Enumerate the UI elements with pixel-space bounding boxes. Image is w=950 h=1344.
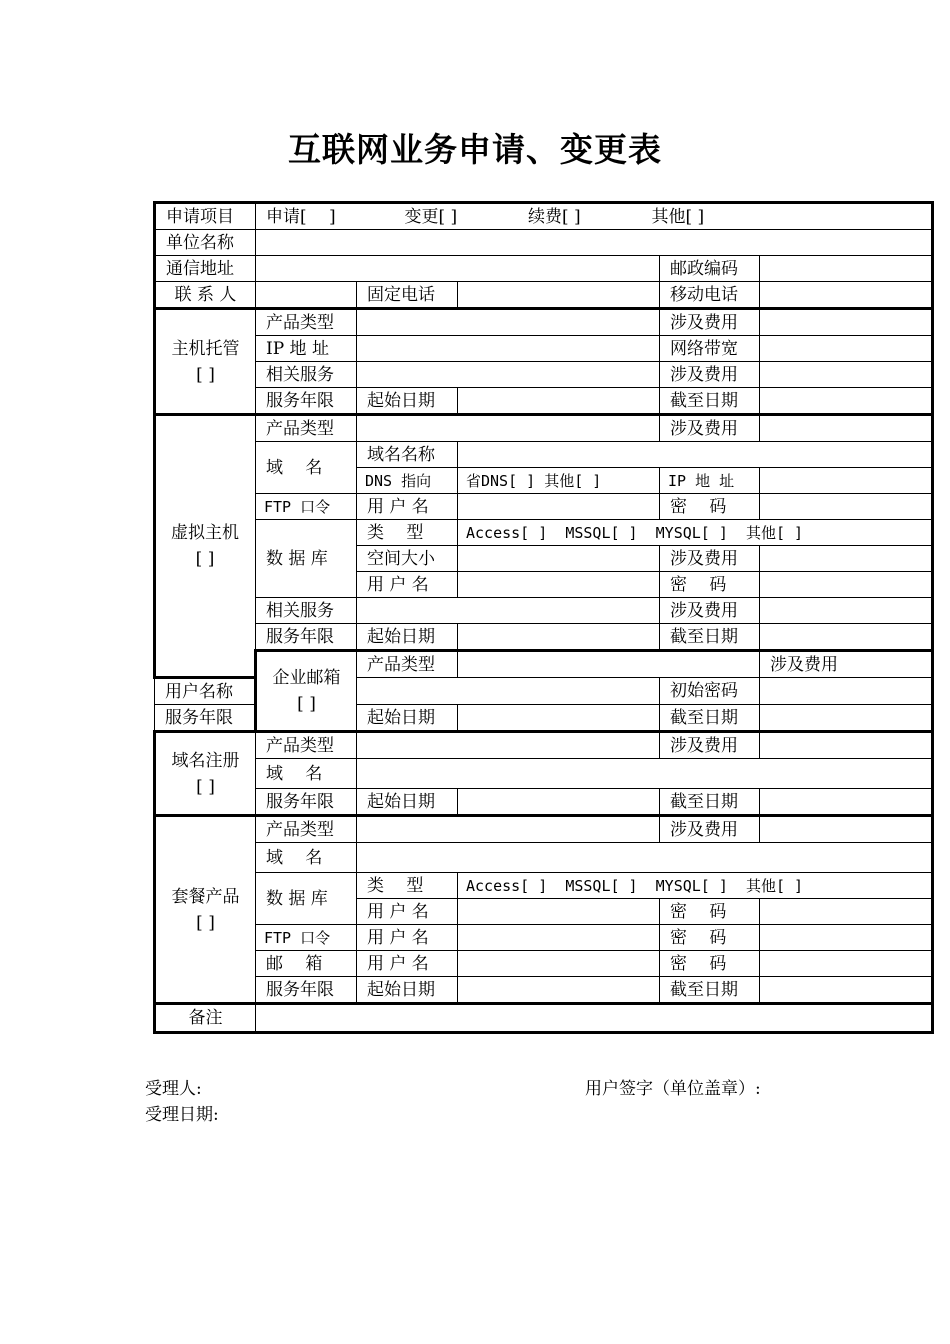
vhost-space-field[interactable] (458, 546, 660, 572)
label-vhost-fee-2: 涉及费用 (660, 546, 760, 572)
label-domain-domain: 域 名 (256, 759, 357, 789)
label-mail-init-pass: 初始密码 (660, 678, 760, 705)
pkg-mail-user-field[interactable] (458, 951, 660, 977)
section-vhost (155, 415, 256, 678)
label-pkg-ftp-pass: 密 码 (660, 925, 760, 951)
pkg-ftp-user-field[interactable] (458, 925, 660, 951)
application-form-table (153, 201, 934, 1034)
label-vhost-ftp-user: 用 户 名 (357, 494, 458, 520)
label-pkg-end: 截至日期 (660, 977, 760, 1004)
vhost-db-user-field[interactable] (458, 572, 660, 598)
hosting-bandwidth-field[interactable] (760, 336, 933, 362)
checkbox-hosting[interactable]: [ ] (196, 364, 215, 385)
checkbox-package[interactable]: [ ] (196, 912, 215, 933)
label-contact: 联 系 人 (155, 282, 256, 309)
row-mail-product (155, 651, 933, 678)
label-pkg-mail-user: 用 户 名 (357, 951, 458, 977)
label-domain-product-type: 产品类型 (256, 732, 357, 759)
checkbox-renew[interactable]: 续费[ ] (527, 206, 581, 227)
vhost-end-field[interactable] (760, 624, 933, 651)
hosting-related-field[interactable] (357, 362, 660, 388)
label-hosting-start: 起始日期 (357, 388, 458, 415)
mail-product-type-field[interactable] (458, 651, 760, 678)
row-domain-product (155, 732, 933, 759)
label-domain-end: 截至日期 (660, 789, 760, 816)
vhost-ftp-user-field[interactable] (458, 494, 660, 520)
row-vhost-domain-name (155, 442, 933, 468)
label-pkg-period: 服务年限 (256, 977, 357, 1004)
label-mobile: 移动电话 (660, 282, 760, 309)
label-mail-username: 用户名称 (155, 678, 256, 705)
vhost-start-field[interactable] (458, 624, 660, 651)
row-hosting-ip (155, 336, 933, 362)
handler-label: 受理人: (145, 1079, 202, 1099)
row-hosting-period (155, 388, 933, 415)
label-vhost-db-pass: 密 码 (660, 572, 760, 598)
label-vhost-product-type: 产品类型 (256, 415, 357, 442)
row-vhost-ftp (155, 494, 933, 520)
label-vhost-period: 服务年限 (256, 624, 357, 651)
section-mail-label: 企业邮箱 (272, 668, 341, 688)
vhost-fee-3-field[interactable] (760, 598, 933, 624)
label-address: 通信地址 (155, 256, 256, 282)
hosting-product-type-field[interactable] (357, 309, 660, 336)
label-pkg-domain: 域 名 (256, 843, 357, 873)
vhost-product-type-field[interactable] (357, 415, 660, 442)
label-vhost-fee: 涉及费用 (660, 415, 760, 442)
label-mail-product-type: 产品类型 (357, 651, 458, 678)
label-domain-fee: 涉及费用 (660, 732, 760, 759)
section-hosting (155, 309, 256, 415)
pkg-ftp-pass-field[interactable] (760, 925, 933, 951)
pkg-domain-field[interactable] (357, 843, 933, 873)
row-remarks (155, 1004, 933, 1033)
label-vhost-db-user: 用 户 名 (357, 572, 458, 598)
mail-end-field[interactable] (760, 705, 933, 732)
address-field[interactable] (256, 256, 660, 282)
domain-fee-field[interactable] (760, 732, 933, 759)
vhost-ip-field[interactable] (760, 468, 933, 494)
section-domain-reg (155, 732, 256, 816)
section-package (155, 816, 256, 1004)
hosting-end-field[interactable] (760, 388, 933, 415)
pkg-end-field[interactable] (760, 977, 933, 1004)
checkbox-vhost[interactable]: [ ] (195, 549, 215, 569)
section-domain-reg-label: 域名注册 (171, 750, 240, 771)
form-title: 互联网业务申请、变更表 (288, 130, 662, 169)
label-vhost-ip: IP 地 址 (660, 468, 760, 494)
label-pkg-db: 数 据 库 (256, 873, 357, 925)
mail-username-field[interactable] (357, 678, 660, 705)
row-pkg-product (155, 816, 933, 843)
label-hosting-related: 相关服务 (256, 362, 357, 388)
label-vhost-db: 数 据 库 (256, 520, 357, 598)
label-postcode: 邮政编码 (660, 256, 760, 282)
label-vhost-db-type: 类 型 (357, 520, 458, 546)
label-domain-period: 服务年限 (256, 789, 357, 816)
mobile-field[interactable] (760, 282, 933, 309)
label-apply-item: 申请项目 (155, 203, 256, 230)
row-pkg-db-type (155, 873, 933, 899)
label-hosting-period: 服务年限 (256, 388, 357, 415)
label-hosting-fee-2: 涉及费用 (660, 362, 760, 388)
row-hosting-product (155, 309, 933, 336)
label-remarks: 备注 (155, 1004, 256, 1033)
domain-product-type-field[interactable] (357, 732, 660, 759)
label-pkg-ftp: FTP 口令 (256, 925, 357, 951)
label-vhost-dns: DNS 指向 (357, 468, 458, 494)
label-org-name: 单位名称 (155, 230, 256, 256)
mail-start-field[interactable] (458, 705, 660, 732)
row-vhost-related (155, 598, 933, 624)
vhost-db-pass-field[interactable] (760, 572, 933, 598)
section-vhost-label: 虚拟主机 (171, 523, 239, 543)
checkbox-other[interactable]: 其他[ ] (651, 206, 705, 227)
pkg-start-field[interactable] (458, 977, 660, 1004)
section-hosting-label: 主机托管 (171, 338, 240, 359)
label-pkg-start: 起始日期 (357, 977, 458, 1004)
label-vhost-ftp: FTP 口令 (256, 494, 357, 520)
handle-date-label: 受理日期: (145, 1105, 219, 1125)
vhost-domain-name-field[interactable] (458, 442, 933, 468)
row-pkg-ftp (155, 925, 933, 951)
checkbox-change[interactable]: 变更[ ] (404, 206, 458, 227)
hosting-start-field[interactable] (458, 388, 660, 415)
label-vhost-ftp-pass: 密 码 (660, 494, 760, 520)
row-pkg-period (155, 977, 933, 1004)
hosting-ip-field[interactable] (357, 336, 660, 362)
label-hosting-ip: IP 地 址 (256, 336, 357, 362)
domain-domain-field[interactable] (357, 759, 933, 789)
section-package-label: 套餐产品 (171, 886, 240, 907)
domain-start-field[interactable] (458, 789, 660, 816)
label-hosting-product-type: 产品类型 (256, 309, 357, 336)
pkg-mail-pass-field[interactable] (760, 951, 933, 977)
checkbox-domain-reg[interactable]: [ ] (196, 776, 215, 797)
label-pkg-mail-pass: 密 码 (660, 951, 760, 977)
vhost-ftp-pass-field[interactable] (760, 494, 933, 520)
label-mail-start: 起始日期 (357, 705, 458, 732)
label-pkg-db-user: 用 户 名 (357, 899, 458, 925)
label-hosting-fee: 涉及费用 (660, 309, 760, 336)
hosting-fee-field[interactable] (760, 309, 933, 336)
label-hosting-end: 截至日期 (660, 388, 760, 415)
pkg-db-user-field[interactable] (458, 899, 660, 925)
label-landline: 固定电话 (357, 282, 458, 309)
vhost-dns-options[interactable]: 省DNS[ ] 其他[ ] (458, 468, 660, 494)
org-name-field[interactable] (256, 230, 933, 256)
label-domain-start: 起始日期 (357, 789, 458, 816)
label-pkg-db-type: 类 型 (357, 873, 458, 899)
label-vhost-start: 起始日期 (357, 624, 458, 651)
label-pkg-product-type: 产品类型 (256, 816, 357, 843)
mail-init-pass-field[interactable] (760, 678, 933, 705)
label-pkg-fee: 涉及费用 (660, 816, 760, 843)
label-vhost-space: 空间大小 (357, 546, 458, 572)
row-pkg-mailbox (155, 951, 933, 977)
label-vhost-end: 截至日期 (660, 624, 760, 651)
domain-end-field[interactable] (760, 789, 933, 816)
checkbox-apply[interactable]: 申请[ ] (266, 206, 336, 227)
pkg-db-options[interactable]: Access[ ] MSSQL[ ] MYSQL[ ] 其他[ ] (458, 873, 933, 899)
row-hosting-related (155, 362, 933, 388)
pkg-product-type-field[interactable] (357, 816, 660, 843)
label-vhost-fee-3: 涉及费用 (660, 598, 760, 624)
row-org-name (155, 230, 933, 256)
row-apply-item (155, 203, 933, 230)
landline-field[interactable] (458, 282, 660, 309)
row-domain-period (155, 789, 933, 816)
contact-field[interactable] (256, 282, 357, 309)
row-vhost-period (155, 624, 933, 651)
label-hosting-bandwidth: 网络带宽 (660, 336, 760, 362)
label-mail-end: 截至日期 (660, 705, 760, 732)
label-mail-period: 服务年限 (155, 705, 256, 732)
remarks-field[interactable] (256, 1004, 933, 1033)
postcode-field[interactable] (760, 256, 933, 282)
label-vhost-related: 相关服务 (256, 598, 357, 624)
row-contact (155, 282, 933, 309)
row-vhost-db-type (155, 520, 933, 546)
pkg-fee-field[interactable] (760, 816, 933, 843)
row-vhost-product (155, 415, 933, 442)
checkbox-mail[interactable]: [ ] (297, 694, 316, 714)
label-pkg-db-pass: 密 码 (660, 899, 760, 925)
pkg-db-pass-field[interactable] (760, 899, 933, 925)
label-mail-fee: 涉及费用 (760, 651, 933, 678)
vhost-db-options[interactable]: Access[ ] MSSQL[ ] MYSQL[ ] 其他[ ] (458, 520, 933, 546)
vhost-fee-2-field[interactable] (760, 546, 933, 572)
hosting-fee-2-field[interactable] (760, 362, 933, 388)
section-mail (256, 651, 357, 732)
vhost-fee-field[interactable] (760, 415, 933, 442)
vhost-related-field[interactable] (357, 598, 660, 624)
apply-options (256, 203, 933, 230)
user-signature-label: 用户签字（单位盖章）: (585, 1079, 761, 1099)
label-vhost-domain: 域 名 (256, 442, 357, 494)
row-address (155, 256, 933, 282)
row-domain-name (155, 759, 933, 789)
label-pkg-ftp-user: 用 户 名 (357, 925, 458, 951)
label-pkg-mailbox: 邮 箱 (256, 951, 357, 977)
label-vhost-domain-name: 域名名称 (357, 442, 458, 468)
row-pkg-domain (155, 843, 933, 873)
